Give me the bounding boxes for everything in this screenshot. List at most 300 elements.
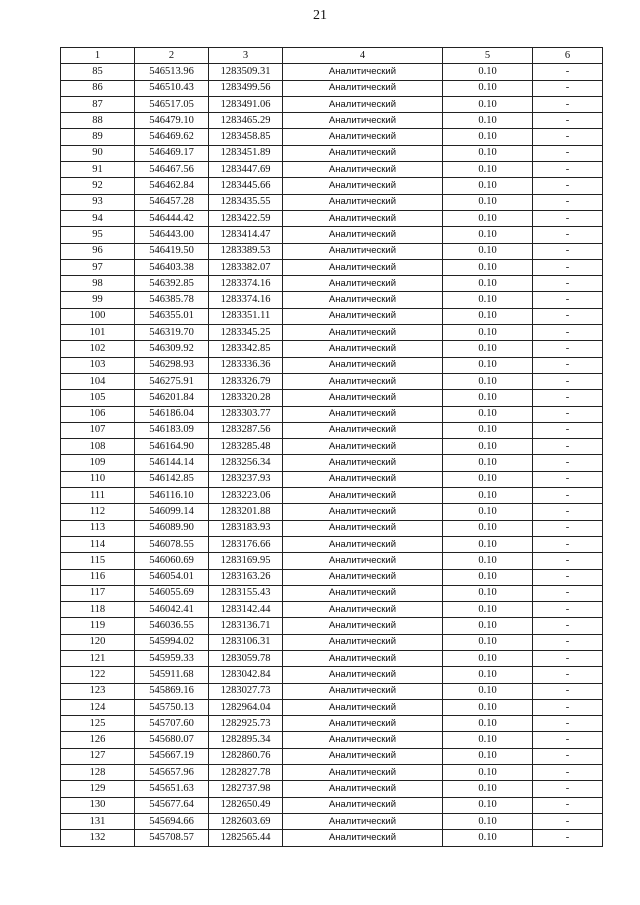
y-coordinate-cell: 1283374.16 — [209, 292, 283, 308]
point-number-cell: 125 — [61, 716, 135, 732]
point-number-cell: 105 — [61, 390, 135, 406]
table-row — [61, 504, 603, 520]
accuracy-cell: 0.10 — [443, 667, 533, 683]
x-coordinate-cell: 546186.04 — [135, 406, 209, 422]
accuracy-cell: 0.10 — [443, 634, 533, 650]
y-coordinate-cell: 1283027.73 — [209, 683, 283, 699]
point-number-cell: 119 — [61, 618, 135, 634]
y-coordinate-cell: 1283445.66 — [209, 178, 283, 194]
column-header-2: 2 — [135, 48, 209, 64]
table-row — [61, 471, 603, 487]
point-number-cell: 123 — [61, 683, 135, 699]
x-coordinate-cell: 546355.01 — [135, 308, 209, 324]
y-coordinate-cell: 1283287.56 — [209, 422, 283, 438]
point-number-cell: 124 — [61, 699, 135, 715]
point-number-cell: 130 — [61, 797, 135, 813]
y-coordinate-cell: 1282827.78 — [209, 765, 283, 781]
y-coordinate-cell: 1282650.49 — [209, 797, 283, 813]
x-coordinate-cell: 546201.84 — [135, 390, 209, 406]
point-number-cell: 94 — [61, 210, 135, 226]
point-number-cell: 88 — [61, 113, 135, 129]
accuracy-cell: 0.10 — [443, 145, 533, 161]
x-coordinate-cell: 546319.70 — [135, 325, 209, 341]
accuracy-cell: 0.10 — [443, 781, 533, 797]
point-number-cell: 96 — [61, 243, 135, 259]
accuracy-cell: 0.10 — [443, 162, 533, 178]
table-row — [61, 145, 603, 161]
note-cell: - — [533, 716, 603, 732]
accuracy-cell: 0.10 — [443, 341, 533, 357]
x-coordinate-cell: 546392.85 — [135, 276, 209, 292]
y-coordinate-cell: 1283342.85 — [209, 341, 283, 357]
y-coordinate-cell: 1283142.44 — [209, 602, 283, 618]
x-coordinate-cell: 546116.10 — [135, 488, 209, 504]
table-row — [61, 162, 603, 178]
table-header-row — [61, 48, 603, 64]
y-coordinate-cell: 1283451.89 — [209, 145, 283, 161]
note-cell: - — [533, 797, 603, 813]
method-cell: Аналитический — [283, 373, 443, 389]
point-number-cell: 126 — [61, 732, 135, 748]
accuracy-cell: 0.10 — [443, 813, 533, 829]
point-number-cell: 115 — [61, 553, 135, 569]
table-row — [61, 650, 603, 666]
point-number-cell: 90 — [61, 145, 135, 161]
note-cell: - — [533, 422, 603, 438]
x-coordinate-cell: 546467.56 — [135, 162, 209, 178]
note-cell: - — [533, 536, 603, 552]
table-row — [61, 64, 603, 80]
table-row — [61, 96, 603, 112]
y-coordinate-cell: 1283351.11 — [209, 308, 283, 324]
column-header-6: 6 — [533, 48, 603, 64]
table-row — [61, 194, 603, 210]
y-coordinate-cell: 1283465.29 — [209, 113, 283, 129]
y-coordinate-cell: 1282925.73 — [209, 716, 283, 732]
x-coordinate-cell: 546444.42 — [135, 210, 209, 226]
accuracy-cell: 0.10 — [443, 422, 533, 438]
table-row — [61, 210, 603, 226]
x-coordinate-cell: 546060.69 — [135, 553, 209, 569]
column-header-5: 5 — [443, 48, 533, 64]
accuracy-cell: 0.10 — [443, 194, 533, 210]
y-coordinate-cell: 1283201.88 — [209, 504, 283, 520]
coordinates-table — [60, 47, 603, 847]
x-coordinate-cell: 546055.69 — [135, 585, 209, 601]
accuracy-cell: 0.10 — [443, 569, 533, 585]
method-cell: Аналитический — [283, 292, 443, 308]
note-cell: - — [533, 178, 603, 194]
y-coordinate-cell: 1282860.76 — [209, 748, 283, 764]
note-cell: - — [533, 308, 603, 324]
y-coordinate-cell: 1283136.71 — [209, 618, 283, 634]
table-row — [61, 602, 603, 618]
table-row — [61, 488, 603, 504]
x-coordinate-cell: 546403.38 — [135, 259, 209, 275]
y-coordinate-cell: 1283155.43 — [209, 585, 283, 601]
point-number-cell: 97 — [61, 259, 135, 275]
method-cell: Аналитический — [283, 569, 443, 585]
method-cell: Аналитический — [283, 471, 443, 487]
method-cell: Аналитический — [283, 243, 443, 259]
note-cell: - — [533, 439, 603, 455]
page-number: 21 — [313, 8, 327, 23]
x-coordinate-cell: 546142.85 — [135, 471, 209, 487]
point-number-cell: 132 — [61, 830, 135, 846]
y-coordinate-cell: 1283042.84 — [209, 667, 283, 683]
y-coordinate-cell: 1283374.16 — [209, 276, 283, 292]
y-coordinate-cell: 1283509.31 — [209, 64, 283, 80]
table-row — [61, 520, 603, 536]
table-row — [61, 683, 603, 699]
note-cell: - — [533, 699, 603, 715]
note-cell: - — [533, 162, 603, 178]
point-number-cell: 101 — [61, 325, 135, 341]
point-number-cell: 95 — [61, 227, 135, 243]
x-coordinate-cell: 545651.63 — [135, 781, 209, 797]
x-coordinate-cell: 546385.78 — [135, 292, 209, 308]
table-row — [61, 178, 603, 194]
x-coordinate-cell: 546099.14 — [135, 504, 209, 520]
note-cell: - — [533, 813, 603, 829]
note-cell: - — [533, 553, 603, 569]
method-cell: Аналитический — [283, 536, 443, 552]
table-row — [61, 439, 603, 455]
table-row — [61, 830, 603, 846]
y-coordinate-cell: 1283176.66 — [209, 536, 283, 552]
x-coordinate-cell: 546513.96 — [135, 64, 209, 80]
method-cell: Аналитический — [283, 422, 443, 438]
y-coordinate-cell: 1283382.07 — [209, 259, 283, 275]
accuracy-cell: 0.10 — [443, 227, 533, 243]
accuracy-cell: 0.10 — [443, 64, 533, 80]
table-row — [61, 373, 603, 389]
point-number-cell: 122 — [61, 667, 135, 683]
table-row — [61, 80, 603, 96]
method-cell: Аналитический — [283, 259, 443, 275]
table-row — [61, 716, 603, 732]
method-cell: Аналитический — [283, 618, 443, 634]
point-number-cell: 103 — [61, 357, 135, 373]
x-coordinate-cell: 545694.66 — [135, 813, 209, 829]
accuracy-cell: 0.10 — [443, 325, 533, 341]
accuracy-cell: 0.10 — [443, 373, 533, 389]
x-coordinate-cell: 546036.55 — [135, 618, 209, 634]
note-cell: - — [533, 488, 603, 504]
table-row — [61, 553, 603, 569]
accuracy-cell: 0.10 — [443, 732, 533, 748]
accuracy-cell: 0.10 — [443, 455, 533, 471]
accuracy-cell: 0.10 — [443, 699, 533, 715]
note-cell: - — [533, 325, 603, 341]
x-coordinate-cell: 546469.17 — [135, 145, 209, 161]
table-row — [61, 748, 603, 764]
x-coordinate-cell: 546298.93 — [135, 357, 209, 373]
point-number-cell: 104 — [61, 373, 135, 389]
note-cell: - — [533, 210, 603, 226]
note-cell: - — [533, 781, 603, 797]
note-cell: - — [533, 732, 603, 748]
table-row — [61, 406, 603, 422]
note-cell: - — [533, 520, 603, 536]
note-cell: - — [533, 96, 603, 112]
method-cell: Аналитический — [283, 504, 443, 520]
method-cell: Аналитический — [283, 797, 443, 813]
accuracy-cell: 0.10 — [443, 471, 533, 487]
table-row — [61, 357, 603, 373]
accuracy-cell: 0.10 — [443, 602, 533, 618]
method-cell: Аналитический — [283, 813, 443, 829]
point-number-cell: 108 — [61, 439, 135, 455]
y-coordinate-cell: 1283169.95 — [209, 553, 283, 569]
y-coordinate-cell: 1283059.78 — [209, 650, 283, 666]
method-cell: Аналитический — [283, 781, 443, 797]
table-row — [61, 699, 603, 715]
method-cell: Аналитический — [283, 390, 443, 406]
method-cell: Аналитический — [283, 830, 443, 846]
accuracy-cell: 0.10 — [443, 390, 533, 406]
x-coordinate-cell: 546054.01 — [135, 569, 209, 585]
table-row — [61, 732, 603, 748]
point-number-cell: 117 — [61, 585, 135, 601]
accuracy-cell: 0.10 — [443, 292, 533, 308]
accuracy-cell: 0.10 — [443, 585, 533, 601]
point-number-cell: 102 — [61, 341, 135, 357]
y-coordinate-cell: 1283106.31 — [209, 634, 283, 650]
point-number-cell: 106 — [61, 406, 135, 422]
note-cell: - — [533, 748, 603, 764]
accuracy-cell: 0.10 — [443, 80, 533, 96]
accuracy-cell: 0.10 — [443, 765, 533, 781]
point-number-cell: 107 — [61, 422, 135, 438]
table-body — [61, 64, 603, 846]
x-coordinate-cell: 546510.43 — [135, 80, 209, 96]
table-row — [61, 667, 603, 683]
y-coordinate-cell: 1283163.26 — [209, 569, 283, 585]
method-cell: Аналитический — [283, 96, 443, 112]
method-cell: Аналитический — [283, 634, 443, 650]
method-cell: Аналитический — [283, 683, 443, 699]
accuracy-cell: 0.10 — [443, 830, 533, 846]
point-number-cell: 116 — [61, 569, 135, 585]
method-cell: Аналитический — [283, 553, 443, 569]
x-coordinate-cell: 545869.16 — [135, 683, 209, 699]
accuracy-cell: 0.10 — [443, 536, 533, 552]
method-cell: Аналитический — [283, 406, 443, 422]
x-coordinate-cell: 546469.62 — [135, 129, 209, 145]
note-cell: - — [533, 634, 603, 650]
accuracy-cell: 0.10 — [443, 683, 533, 699]
table-row — [61, 422, 603, 438]
method-cell: Аналитический — [283, 145, 443, 161]
y-coordinate-cell: 1282565.44 — [209, 830, 283, 846]
x-coordinate-cell: 546183.09 — [135, 422, 209, 438]
column-header-1: 1 — [61, 48, 135, 64]
note-cell: - — [533, 455, 603, 471]
point-number-cell: 129 — [61, 781, 135, 797]
accuracy-cell: 0.10 — [443, 553, 533, 569]
x-coordinate-cell: 546462.84 — [135, 178, 209, 194]
accuracy-cell: 0.10 — [443, 797, 533, 813]
x-coordinate-cell: 546443.00 — [135, 227, 209, 243]
method-cell: Аналитический — [283, 113, 443, 129]
y-coordinate-cell: 1283326.79 — [209, 373, 283, 389]
table-row — [61, 569, 603, 585]
note-cell: - — [533, 585, 603, 601]
point-number-cell: 114 — [61, 536, 135, 552]
table-row — [61, 634, 603, 650]
note-cell: - — [533, 113, 603, 129]
point-number-cell: 111 — [61, 488, 135, 504]
method-cell: Аналитический — [283, 732, 443, 748]
point-number-cell: 86 — [61, 80, 135, 96]
x-coordinate-cell: 546164.90 — [135, 439, 209, 455]
y-coordinate-cell: 1283237.93 — [209, 471, 283, 487]
note-cell: - — [533, 471, 603, 487]
table-row — [61, 227, 603, 243]
y-coordinate-cell: 1283499.56 — [209, 80, 283, 96]
x-coordinate-cell: 546089.90 — [135, 520, 209, 536]
point-number-cell: 100 — [61, 308, 135, 324]
accuracy-cell: 0.10 — [443, 259, 533, 275]
note-cell: - — [533, 390, 603, 406]
x-coordinate-cell: 545677.64 — [135, 797, 209, 813]
table-row — [61, 259, 603, 275]
x-coordinate-cell: 546042.41 — [135, 602, 209, 618]
accuracy-cell: 0.10 — [443, 357, 533, 373]
note-cell: - — [533, 602, 603, 618]
table-row — [61, 455, 603, 471]
method-cell: Аналитический — [283, 194, 443, 210]
note-cell: - — [533, 618, 603, 634]
note-cell: - — [533, 667, 603, 683]
accuracy-cell: 0.10 — [443, 178, 533, 194]
note-cell: - — [533, 569, 603, 585]
method-cell: Аналитический — [283, 210, 443, 226]
x-coordinate-cell: 545707.60 — [135, 716, 209, 732]
point-number-cell: 131 — [61, 813, 135, 829]
point-number-cell: 109 — [61, 455, 135, 471]
point-number-cell: 85 — [61, 64, 135, 80]
x-coordinate-cell: 545708.57 — [135, 830, 209, 846]
method-cell: Аналитический — [283, 667, 443, 683]
method-cell: Аналитический — [283, 455, 443, 471]
accuracy-cell: 0.10 — [443, 129, 533, 145]
note-cell: - — [533, 357, 603, 373]
y-coordinate-cell: 1283336.36 — [209, 357, 283, 373]
y-coordinate-cell: 1283389.53 — [209, 243, 283, 259]
x-coordinate-cell: 546517.05 — [135, 96, 209, 112]
table-row — [61, 341, 603, 357]
method-cell: Аналитический — [283, 129, 443, 145]
y-coordinate-cell: 1283256.34 — [209, 455, 283, 471]
point-number-cell: 89 — [61, 129, 135, 145]
method-cell: Аналитический — [283, 308, 443, 324]
point-number-cell: 91 — [61, 162, 135, 178]
note-cell: - — [533, 276, 603, 292]
note-cell: - — [533, 194, 603, 210]
accuracy-cell: 0.10 — [443, 243, 533, 259]
table-row — [61, 585, 603, 601]
method-cell: Аналитический — [283, 276, 443, 292]
y-coordinate-cell: 1283491.06 — [209, 96, 283, 112]
accuracy-cell: 0.10 — [443, 439, 533, 455]
table-row — [61, 292, 603, 308]
table-row — [61, 390, 603, 406]
point-number-cell: 121 — [61, 650, 135, 666]
y-coordinate-cell: 1283183.93 — [209, 520, 283, 536]
point-number-cell: 120 — [61, 634, 135, 650]
method-cell: Аналитический — [283, 488, 443, 504]
method-cell: Аналитический — [283, 357, 443, 373]
method-cell: Аналитический — [283, 439, 443, 455]
y-coordinate-cell: 1283320.28 — [209, 390, 283, 406]
method-cell: Аналитический — [283, 602, 443, 618]
table-row — [61, 129, 603, 145]
x-coordinate-cell: 546309.92 — [135, 341, 209, 357]
point-number-cell: 128 — [61, 765, 135, 781]
accuracy-cell: 0.10 — [443, 406, 533, 422]
accuracy-cell: 0.10 — [443, 488, 533, 504]
table-row — [61, 113, 603, 129]
point-number-cell: 87 — [61, 96, 135, 112]
note-cell: - — [533, 341, 603, 357]
x-coordinate-cell: 546078.55 — [135, 536, 209, 552]
table-row — [61, 308, 603, 324]
x-coordinate-cell: 546144.14 — [135, 455, 209, 471]
table-row — [61, 781, 603, 797]
method-cell: Аналитический — [283, 162, 443, 178]
accuracy-cell: 0.10 — [443, 96, 533, 112]
method-cell: Аналитический — [283, 520, 443, 536]
point-number-cell: 127 — [61, 748, 135, 764]
note-cell: - — [533, 243, 603, 259]
note-cell: - — [533, 129, 603, 145]
note-cell: - — [533, 683, 603, 699]
y-coordinate-cell: 1283345.25 — [209, 325, 283, 341]
x-coordinate-cell: 546275.91 — [135, 373, 209, 389]
note-cell: - — [533, 830, 603, 846]
column-header-4: 4 — [283, 48, 443, 64]
x-coordinate-cell: 545667.19 — [135, 748, 209, 764]
note-cell: - — [533, 80, 603, 96]
note-cell: - — [533, 227, 603, 243]
accuracy-cell: 0.10 — [443, 308, 533, 324]
accuracy-cell: 0.10 — [443, 276, 533, 292]
method-cell: Аналитический — [283, 716, 443, 732]
y-coordinate-cell: 1282603.69 — [209, 813, 283, 829]
table-row — [61, 325, 603, 341]
note-cell: - — [533, 373, 603, 389]
method-cell: Аналитический — [283, 80, 443, 96]
method-cell: Аналитический — [283, 765, 443, 781]
point-number-cell: 92 — [61, 178, 135, 194]
table-row — [61, 618, 603, 634]
method-cell: Аналитический — [283, 227, 443, 243]
table-row — [61, 243, 603, 259]
y-coordinate-cell: 1283422.59 — [209, 210, 283, 226]
point-number-cell: 98 — [61, 276, 135, 292]
note-cell: - — [533, 504, 603, 520]
method-cell: Аналитический — [283, 748, 443, 764]
y-coordinate-cell: 1282895.34 — [209, 732, 283, 748]
y-coordinate-cell: 1283447.69 — [209, 162, 283, 178]
method-cell: Аналитический — [283, 341, 443, 357]
table-row — [61, 536, 603, 552]
y-coordinate-cell: 1283303.77 — [209, 406, 283, 422]
point-number-cell: 93 — [61, 194, 135, 210]
note-cell: - — [533, 259, 603, 275]
